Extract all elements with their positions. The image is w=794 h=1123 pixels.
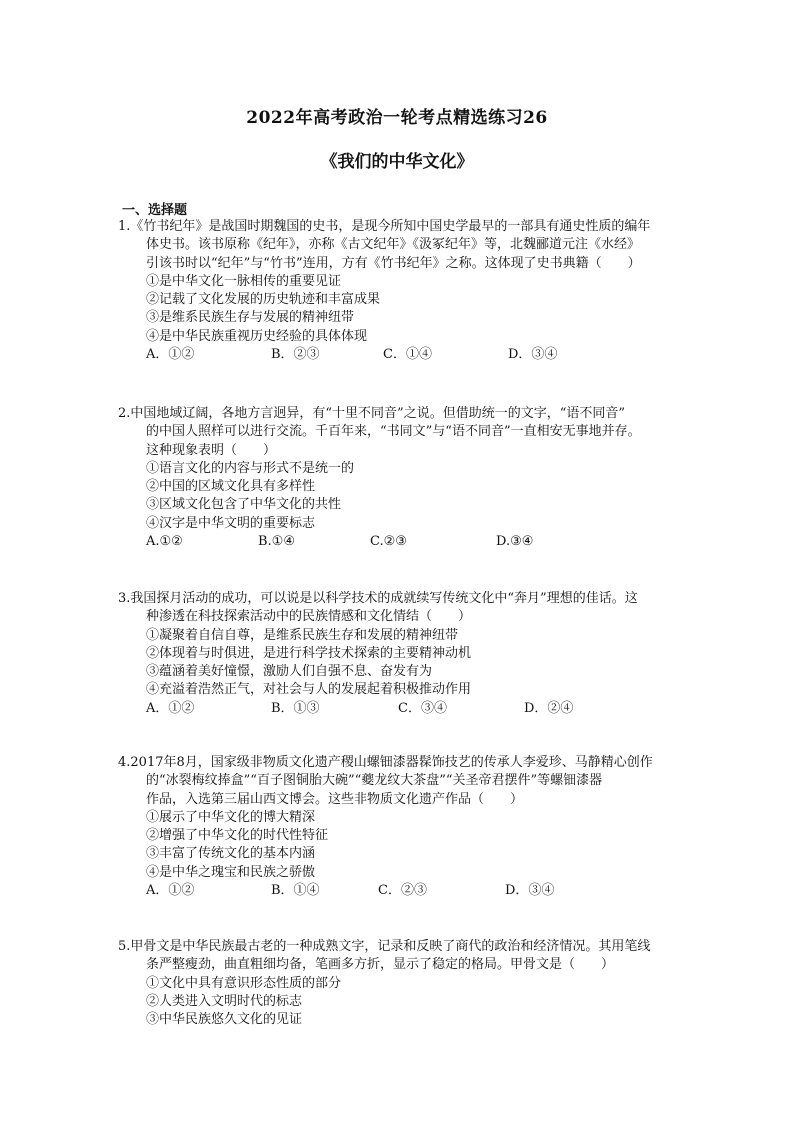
question-2 — [118, 405, 708, 551]
choice-a[interactable]: A.①② — [146, 534, 183, 550]
question-stem-line: 5.甲骨文是中华民族最古老的一种成熟文字，记录和反映了商代的政治和经济情况。其用笔线 — [118, 939, 651, 954]
option-statement: ②体现着与时俱进，是进行科学技术探索的主要精神动机 — [146, 645, 472, 661]
choice-d[interactable]: D．③④ — [508, 347, 558, 363]
option-statement: ③中华民族悠久文化的见证 — [146, 1012, 303, 1028]
choice-a[interactable]: A．①② — [146, 700, 195, 716]
choice-d[interactable]: D．②④ — [524, 700, 574, 716]
section-heading: 一、选择题 — [122, 203, 188, 218]
question-stem-line: 的“冰裂梅纹捧盒”“百子图铜胎大碗”“夔龙纹大茶盘”“关圣帝君摆件”等螺钿漆器 — [146, 773, 603, 789]
question-stem-line: 条严整瘦劲，曲直粗细均备，笔画多方折，显示了稳定的格局。甲骨文是（ ） — [146, 957, 615, 973]
page-title: 2022年高考政治一轮考点精选练习26 — [246, 108, 548, 128]
option-statement: ①是中华文化一脉相传的重要见证 — [146, 273, 342, 289]
option-statement: ①文化中具有意识形态性质的部分 — [146, 975, 342, 991]
option-statement: ④汉字是中华文明的重要标志 — [146, 515, 316, 531]
option-statement: ③丰富了传统文化的基本内涵 — [146, 846, 316, 862]
question-5 — [118, 938, 708, 1029]
option-statement: ②增强了中华文化的时代性特征 — [146, 828, 329, 844]
choice-a[interactable]: A．①② — [146, 347, 195, 363]
choice-c[interactable]: C.②③ — [370, 534, 407, 550]
choice-d[interactable]: D.③④ — [496, 534, 534, 550]
question-stem-line: 作品，入选第三届山西文博会。这些非物质文化遗产作品（ ） — [146, 791, 524, 807]
option-statement: ③区域文化包含了中华文化的共性 — [146, 497, 342, 513]
answer-choices — [118, 700, 708, 718]
question-stem-line: 种渗透在科技探索活动中的民族情感和文化情结（ ） — [146, 609, 472, 625]
page-subtitle: 《我们的中华文化》 — [320, 152, 474, 172]
choice-b[interactable]: B.①④ — [258, 534, 295, 550]
choice-b[interactable]: B．①③ — [271, 700, 320, 716]
question-stem-line: 体史书。该书原称《纪年》，亦称《古文纪年》《汲冢纪年》等，北魏郦道元注《水经》 — [146, 237, 641, 253]
choice-c[interactable]: C．②③ — [378, 883, 427, 899]
choice-c[interactable]: C．①④ — [383, 347, 432, 363]
answer-choices — [118, 533, 708, 551]
question-stem-line: 3.我国探月活动的成功，可以说是以科学技术的成就续写传统文化中“奔月”理想的佳话。这 — [118, 591, 638, 606]
choice-a[interactable]: A．①② — [146, 883, 195, 899]
question-stem-line: 2.中国地域辽阔，各地方言迥异，有“十里不同音”之说。但借助统一的文字，“语不同音” — [118, 406, 625, 421]
option-statement: ④是中华之瑰宝和民族之骄傲 — [146, 864, 316, 880]
question-stem-line: 4.2017年8月，国家级非物质文化遗产稷山螺钿漆器髹饰技艺的传承人李爱珍、马静精心创作 — [118, 755, 653, 770]
option-statement: ③蕴涵着美好憧憬，激励人们自强不息、奋发有为 — [146, 664, 433, 680]
choice-b[interactable]: B．②③ — [271, 347, 320, 363]
choice-b[interactable]: B．①④ — [271, 883, 320, 899]
question-4 — [118, 754, 708, 900]
question-3 — [118, 590, 708, 718]
option-statement: ②中国的区域文化具有多样性 — [146, 479, 316, 495]
question-stem-line: 这种现象表明（ ） — [146, 442, 277, 458]
option-statement: ①展示了中华文化的博大精深 — [146, 809, 316, 825]
option-statement: ④是中华民族重视历史经验的具体体现 — [146, 328, 368, 344]
option-statement: ④充溢着浩然正气，对社会与人的发展起着积极推动作用 — [146, 682, 472, 698]
option-statement: ③是维系民族生存与发展的精神纽带 — [146, 310, 355, 326]
option-statement: ①凝聚着自信自尊，是维系民族生存和发展的精神纽带 — [146, 627, 459, 643]
answer-choices — [118, 882, 708, 900]
question-stem-line: 1.《竹书纪年》是战国时期魏国的史书，是现今所知中国史学最早的一部具有通史性质的编年 — [118, 219, 651, 234]
question-stem-line: 的中国人照样可以进行交流。千百年来，“书同文”与“语不同音”一直相安无事地并存。 — [146, 424, 641, 440]
choice-c[interactable]: C．③④ — [398, 700, 447, 716]
option-statement: ②记载了文化发展的历史轨迹和丰富成果 — [146, 292, 381, 308]
option-statement: ②人类进入文明时代的标志 — [146, 993, 303, 1009]
choice-d[interactable]: D．③④ — [505, 883, 555, 899]
answer-choices — [118, 346, 708, 364]
question-stem-line: 引该书时以“纪年”与“竹书”连用，方有《竹书纪年》之称。这体现了史书典籍（ ） — [146, 255, 641, 271]
option-statement: ①语言文化的内容与形式不是统一的 — [146, 460, 355, 476]
question-1 — [118, 218, 708, 364]
